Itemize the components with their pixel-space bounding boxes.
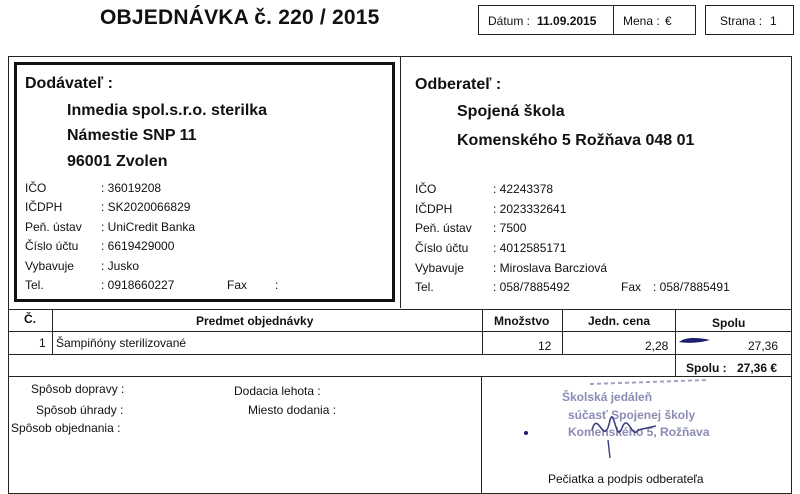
date-box <box>478 5 614 35</box>
grand-total-value: 27,36 € <box>737 361 778 375</box>
stamp-line-1: Školská jedáleň <box>562 390 653 404</box>
supplier-contact-label: Vybavuje <box>25 259 74 273</box>
signature-icon <box>586 400 666 460</box>
supplier-box <box>14 62 395 302</box>
grand-total-label: Spolu : <box>686 361 727 375</box>
supplier-contact-value: : Jusko <box>101 259 140 273</box>
customer-contact-value: : Miroslava Barcziová <box>493 261 608 275</box>
customer-icdph-value: : 2023332641 <box>493 202 567 216</box>
row-item: Šampiňóny sterilizované <box>56 336 187 350</box>
transport-label: Spôsob dopravy : <box>31 382 125 396</box>
supplier-heading: Dodávateľ : <box>25 75 113 92</box>
supplier-fax-label: Fax <box>227 278 248 292</box>
col-header-item: Predmet objednávky <box>196 314 314 328</box>
stamp-border-icon <box>588 376 718 388</box>
supplier-icdph-label: IČDPH <box>25 200 63 214</box>
customer-ico-label: IČO <box>415 182 437 196</box>
customer-fax-label: Fax <box>621 280 642 294</box>
customer-contact-label: Vybavuje <box>415 261 464 275</box>
customer-icdph-label: IČDPH <box>415 202 453 216</box>
ink-dot-icon <box>524 431 528 435</box>
supplier-fax-value: : <box>275 278 279 292</box>
col-header-unit-price: Jedn. cena <box>588 314 651 328</box>
customer-heading: Odberateľ : <box>415 76 502 93</box>
table-row <box>8 331 792 354</box>
party-divider <box>400 56 401 308</box>
stamp-line-3: Komenského 5, Rožňava <box>568 425 710 439</box>
supplier-tel-label: Tel. <box>25 278 44 292</box>
supplier-ico-label: IČO <box>25 181 47 195</box>
customer-ico-value: : 42243378 <box>493 182 554 196</box>
supplier-name: Inmedia spol.s.r.o. sterilka <box>67 102 268 119</box>
row-total: 27,36 <box>748 339 779 353</box>
customer-address: Komenského 5 Rožňava 048 01 <box>457 132 695 149</box>
footer-divider <box>481 376 482 494</box>
delivery-time-label: Dodacia lehota : <box>234 384 321 398</box>
date-value: 11.09.2015 <box>537 14 597 28</box>
customer-bank-label: Peň. ústav <box>415 221 472 235</box>
customer-block <box>405 62 790 304</box>
stamp-line-2: súčasť Spojenej školy <box>568 408 696 422</box>
order-method-label: Spôsob objednania : <box>11 421 121 435</box>
supplier-city: 96001 Zvolen <box>67 153 168 170</box>
row-unit-price: 2,28 <box>645 339 669 353</box>
supplier-street: Námestie SNP 11 <box>67 127 197 144</box>
supplier-icdph-value: : SK2020066829 <box>101 200 191 214</box>
supplier-account-label: Číslo účtu <box>25 239 79 253</box>
currency-box <box>613 5 696 35</box>
supplier-bank-label: Peň. ústav <box>25 220 82 234</box>
customer-tel-label: Tel. <box>415 280 434 294</box>
customer-account-label: Číslo účtu <box>415 241 469 255</box>
row-qty: 12 <box>538 339 552 353</box>
customer-name: Spojená škola <box>457 103 565 120</box>
customer-fax-value: : 058/7885491 <box>653 280 730 294</box>
currency-value: € <box>665 14 672 28</box>
customer-account-value: : 4012585171 <box>493 241 567 255</box>
signature-label: Pečiatka a podpis odberateľa <box>548 472 704 486</box>
page-value: 1 <box>770 14 777 28</box>
date-label: Dátum : <box>488 14 531 28</box>
col-header-qty: Množstvo <box>494 314 550 328</box>
currency-label: Mena : <box>623 14 660 28</box>
payment-label: Spôsob úhrady : <box>36 403 124 417</box>
supplier-ico-value: : 36019208 <box>101 181 162 195</box>
ink-mark-icon <box>677 336 713 346</box>
supplier-bank-value: : UniCredit Banka <box>101 220 196 234</box>
col-header-total: Spolu <box>712 316 746 330</box>
row-num: 1 <box>39 336 46 350</box>
delivery-place-label: Miesto dodania : <box>248 403 337 417</box>
supplier-account-value: : 6619429000 <box>101 239 175 253</box>
page-label: Strana : <box>720 14 763 28</box>
customer-tel-value: : 058/7885492 <box>493 280 570 294</box>
supplier-tel-value: : 0918660227 <box>101 278 175 292</box>
page-box <box>705 5 794 35</box>
document-title: OBJEDNÁVKA č. 220 / 2015 <box>100 6 380 29</box>
col-header-num: Č. <box>24 312 36 326</box>
customer-bank-value: : 7500 <box>493 221 527 235</box>
